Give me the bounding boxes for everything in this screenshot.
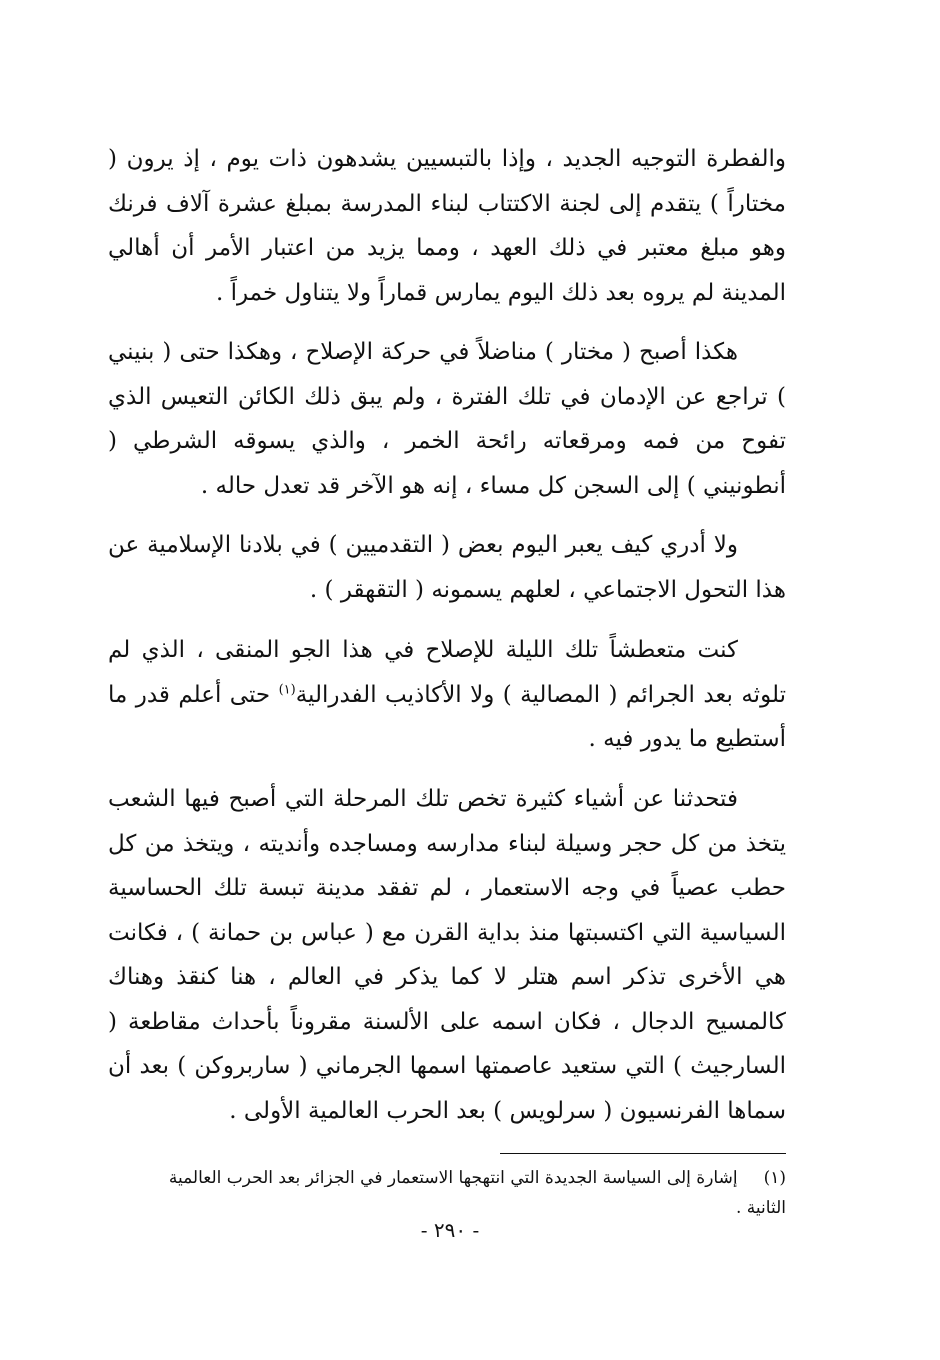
- footnote-reference: (١): [278, 681, 296, 697]
- paragraph-text: هكذا أصبح ( مختار ) مناضلاً في حركة الإصلاح ، وهكذا حتى ( بنيني ) تراجع عن الإدمان في تلك الفترة ، ولم يبق ذلك الكائن التعيس الذي تفوح من فمه ومرقعاته رائحة الخمر ، والذي يسوقه الشرطي ( أنطونيني ) إلى السجن كل مساء ، إنه هو الآخر قد تعدل حاله .: [108, 339, 786, 499]
- body-paragraph-2: [108, 330, 786, 508]
- paragraph-text: [108, 628, 786, 762]
- paragraph-text: فتحدثنا عن أشياء كثيرة تخص تلك المرحلة التي أصبح فيها الشعب يتخذ من كل حجر وسيلة لبناء مدارسه ومساجده وأنديته ، ويتخذ من كل حطب عصياً في وجه الاستعمار ، لم تفقد مدينة تبسة تلك الحساسية السياسية التي اكتسبتها منذ بداية القرن مع ( عباس بن حمانة ) ، فكانت هي الأخرى تذكر اسم هتلر لا كما يذكر في العالم ، هنا كنقذ وهناك كالمسيح الدجال ، فكان اسمه على الألسنة مقروناً بأحداث مقاطعة ( السارجيث ) التي ستعيد عاصمتها اسمها الجرماني ( ساربروكن ) بعد أن سماها الفرنسيون ( سرلويس ) بعد الحرب العالمية الأولى .: [108, 786, 786, 1124]
- paragraph-text: ولا أدري كيف يعبر اليوم بعض ( التقدميين ) في بلادنا الإسلامية عن هذا التحول الاجتماعي ، لعلهم يسمونه ( التقهقر ) .: [108, 532, 786, 603]
- page-number: - ٢٩٠ -: [420, 1218, 480, 1242]
- paragraph-text: والفطرة التوجيه الجديد ، وإذا بالتبسيين يشدهون ذات يوم ، إذ يرون ( مختاراً ) يتقدم إلى لجنة الاكتتاب لبناء المدرسة بمبلغ عشرة آلاف فرنك وهو مبلغ معتبر في ذلك العهد ، ومما يزيد من اعتبار الأمر أن أهالي المدينة لم يروه بعد ذلك اليوم يمارس قماراً ولا يتناول خمراً .: [108, 146, 786, 306]
- footnote: [150, 1163, 786, 1223]
- paragraph-text-before-ref: كنت متعطشاً تلك الليلة للإصلاح في هذا الجو المنقى ، الذي لم تلوثه بعد الجرائم ( المصالية ) ولا الأكاذيب الفدرالية: [108, 637, 786, 708]
- paragraph-text-after-ref: حتى أعلم قدر ما أستطيع ما يدور فيه .: [108, 681, 786, 752]
- footnote-text: إشارة إلى السياسة الجديدة التي انتهجها الاستعمار في الجزائر بعد الحرب العالمية الثانية .: [168, 1168, 786, 1218]
- footnote-separator: [500, 1153, 786, 1154]
- body-paragraph-4: [108, 628, 786, 762]
- footnote-number: (١): [763, 1168, 786, 1188]
- body-paragraph-3: [108, 523, 786, 612]
- body-paragraph-1: [108, 137, 786, 315]
- body-paragraph-5: [108, 777, 786, 1133]
